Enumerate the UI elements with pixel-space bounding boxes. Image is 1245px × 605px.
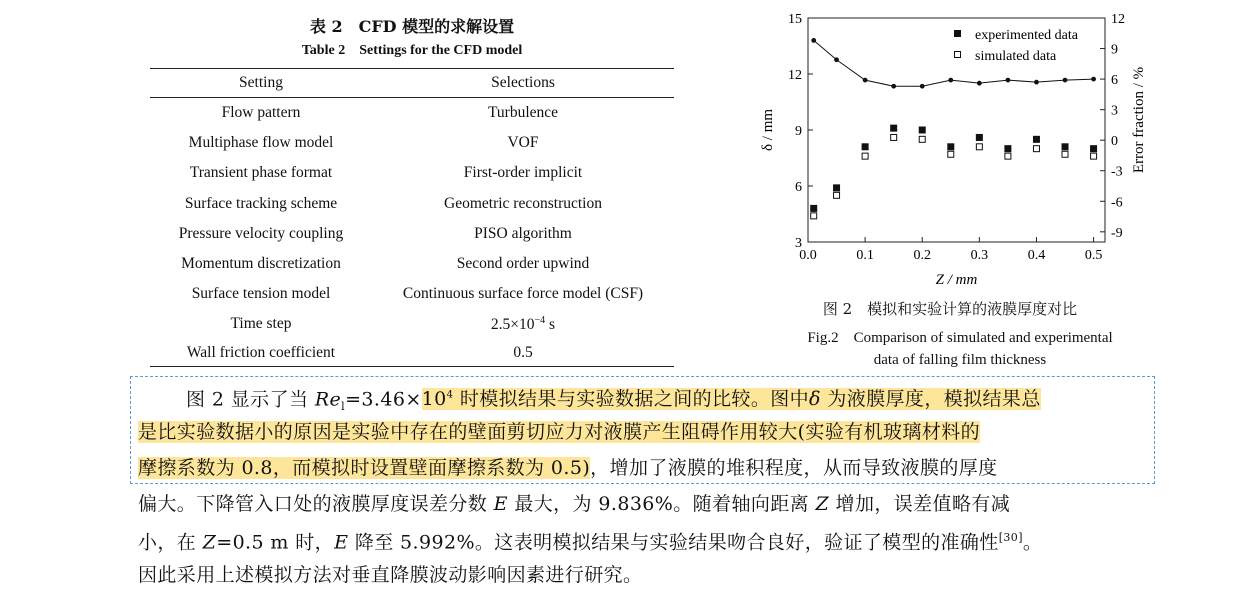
z-symbol: Z	[815, 493, 830, 515]
x-tick-label: 0.0	[799, 248, 817, 263]
setting-cell: Wall friction coefficient	[186, 343, 336, 361]
table-title-cn: 表 2 CFD 模型的求解设置	[309, 17, 515, 36]
y-right-tick-label: 9	[1111, 42, 1118, 58]
simulated-point	[1062, 151, 1068, 157]
y-right-tick-label: 0	[1111, 134, 1118, 150]
figure-caption-cn: 图 2 模拟和实验计算的液膜厚度对比	[822, 300, 1078, 318]
table-row	[150, 340, 674, 366]
setting-cell: Surface tension model	[191, 285, 331, 303]
error-symbol: E	[493, 493, 508, 515]
setting-cell: Time step	[230, 315, 292, 333]
time-step-unit: s	[545, 315, 556, 333]
experimented-point	[1033, 136, 1040, 143]
table-row	[150, 158, 674, 188]
error-point	[948, 78, 953, 83]
simulated-point	[1005, 153, 1011, 159]
text-run: =0.5 m 时，	[216, 531, 335, 554]
experimented-point	[919, 127, 926, 134]
z-symbol: Z	[202, 531, 217, 554]
simulated-point	[1033, 146, 1039, 152]
paragraph-line-3	[138, 451, 998, 485]
text-run: 小，在	[138, 531, 203, 554]
simulated-point	[948, 151, 954, 157]
selection-cell: 0.5	[513, 343, 533, 361]
setting-cell: Multiphase flow model	[188, 134, 334, 152]
paragraph-line-2	[138, 415, 980, 449]
table-row	[150, 279, 674, 309]
table-row	[150, 128, 674, 158]
time-step-base: 2.5×10	[490, 315, 535, 333]
figure-caption-en-line1: Fig.2 Comparison of simulated and experimental	[807, 330, 1113, 346]
delta-symbol: δ	[809, 388, 821, 411]
selection-cell	[372, 309, 674, 339]
text-run: =3.46×	[345, 388, 422, 411]
table-row	[150, 249, 674, 279]
table-title-en: Table 2 Settings for the CFD model	[301, 43, 523, 58]
y-left-tick-label: 12	[788, 68, 802, 83]
table-bottom-rule	[150, 366, 674, 367]
paragraph-line-6	[138, 558, 642, 592]
figure-caption-en-line2: data of falling film thickness	[873, 352, 1047, 368]
settings-table-block	[150, 14, 674, 367]
reynolds-subscript: l	[341, 400, 346, 414]
citation-ref[interactable]: [30]	[998, 531, 1023, 544]
table-row	[150, 309, 674, 339]
text-run: 10	[421, 388, 447, 411]
error-point	[891, 84, 896, 89]
table-row	[150, 219, 674, 249]
y-right-tick-label: 3	[1111, 103, 1118, 119]
error-point	[1034, 80, 1039, 85]
selection-cell: Continuous surface force model (CSF)	[402, 285, 644, 303]
text-run: 因此采用上述模拟方法对垂直降膜波动影响因素进行研究。	[138, 564, 643, 586]
y-right-tick-label: -9	[1111, 225, 1123, 241]
text-run: 图 2 显示了当	[186, 388, 315, 411]
experimented-point	[1090, 145, 1097, 152]
simulated-point	[1091, 153, 1097, 159]
highlighted-text: 是比实验数据小的原因是实验中存在的壁面剪切应力对液膜产生阻碍作用较大(实验有机玻璃材料的	[138, 421, 981, 443]
y-left-tick-label: 15	[788, 12, 802, 27]
simulated-point	[834, 192, 840, 198]
experimented-point	[947, 143, 954, 150]
exponent: 4	[446, 390, 454, 401]
highlighted-text	[422, 388, 1041, 410]
table-row	[150, 98, 674, 128]
error-point	[1091, 77, 1096, 82]
y-right-tick-label: -3	[1111, 164, 1123, 180]
simulated-point	[862, 153, 868, 159]
text-run: 时模拟结果与实验数据之间的比较。图中	[453, 388, 810, 411]
axis-ticks	[788, 12, 1125, 263]
thickness-comparison-chart	[750, 5, 1170, 295]
x-tick-label: 0.5	[1084, 248, 1103, 263]
legend	[954, 28, 1079, 64]
legend-marker-simulated	[955, 52, 961, 58]
y-axis-left-label: δ / mm	[760, 108, 776, 152]
x-tick-label: 0.4	[1027, 248, 1046, 263]
selection-cell: Geometric reconstruction	[444, 194, 602, 212]
setting-cell: Flow pattern	[221, 104, 301, 122]
y-left-tick-label: 3	[795, 236, 802, 251]
error-point	[811, 38, 816, 43]
text-run: 增加，误差值略有减	[829, 493, 1011, 515]
experimented-point	[810, 205, 817, 212]
selection-cell: First-order implicit	[463, 164, 583, 182]
y-right-tick-label: 12	[1111, 12, 1125, 27]
x-tick-label: 0.1	[856, 248, 874, 263]
column-header-selections: Selections	[491, 74, 555, 91]
setting-cell: Pressure velocity coupling	[178, 224, 344, 242]
experimented-point	[976, 134, 983, 141]
legend-marker-experimented	[954, 30, 961, 37]
data-marks	[810, 125, 1097, 219]
settings-table	[150, 69, 674, 366]
simulated-point	[919, 136, 925, 142]
simulated-point	[976, 144, 982, 150]
simulated-point	[891, 134, 897, 140]
text-run: 为液膜厚度，模拟结果总	[820, 388, 1041, 411]
column-header-setting: Setting	[239, 74, 283, 91]
error-point	[863, 78, 868, 83]
selection-cell: VOF	[507, 134, 539, 152]
paragraph-line-4	[138, 487, 1010, 521]
text-run: 。	[1022, 531, 1043, 554]
simulated-point	[811, 213, 817, 219]
paragraph-line-5	[138, 521, 1042, 555]
error-symbol: E	[334, 531, 349, 554]
setting-cell: Momentum discretization	[181, 255, 341, 273]
selection-cell: PISO algorithm	[474, 224, 572, 242]
error-point	[1006, 78, 1011, 83]
error-point	[920, 84, 925, 89]
experimented-point	[833, 184, 840, 191]
experimented-point	[1062, 143, 1069, 150]
table-header-row	[150, 69, 674, 98]
legend-label-simulated: simulated data	[975, 49, 1057, 64]
text-run: 偏大。下降管入口处的液膜厚度误差分数	[138, 493, 494, 515]
selection-cell: Turbulence	[487, 104, 559, 122]
x-axis-label: Z / mm	[935, 272, 978, 288]
experimented-point	[1004, 145, 1011, 152]
reynolds-symbol: Re	[314, 388, 342, 411]
text-run: 降至 5.992%。这表明模拟结果与实验结果吻合良好，验证了模型的准确性	[348, 531, 999, 554]
paragraph-line-1	[186, 379, 1041, 413]
y-left-tick-label: 6	[795, 180, 802, 195]
x-tick-label: 0.2	[913, 248, 931, 263]
error-point	[977, 81, 982, 86]
selection-cell: Second order upwind	[456, 255, 590, 273]
highlighted-text: 摩擦系数为 0.8，而模拟时设置壁面摩擦系数为 0.5)	[138, 457, 591, 479]
experimented-point	[862, 143, 869, 150]
y-right-tick-label: -6	[1111, 195, 1123, 211]
text-run: 最大，为 9.836%。随着轴向距离	[507, 493, 816, 515]
error-point	[1063, 78, 1068, 83]
experimented-point	[890, 125, 897, 132]
error-point	[834, 57, 839, 62]
legend-label-experimented: experimented data	[975, 28, 1079, 43]
y-axis-right-label: Error fraction / %	[1131, 66, 1147, 174]
y-left-tick-label: 9	[795, 124, 802, 139]
table-row	[150, 189, 674, 219]
time-step-exponent: −4	[534, 314, 546, 326]
setting-cell: Transient phase format	[189, 164, 333, 182]
y-right-tick-label: 6	[1111, 73, 1118, 89]
x-tick-label: 0.3	[970, 248, 989, 263]
setting-cell: Surface tracking scheme	[184, 194, 338, 212]
text-run: ，增加了液膜的堆积程度，从而导致液膜的厚度	[590, 457, 998, 479]
